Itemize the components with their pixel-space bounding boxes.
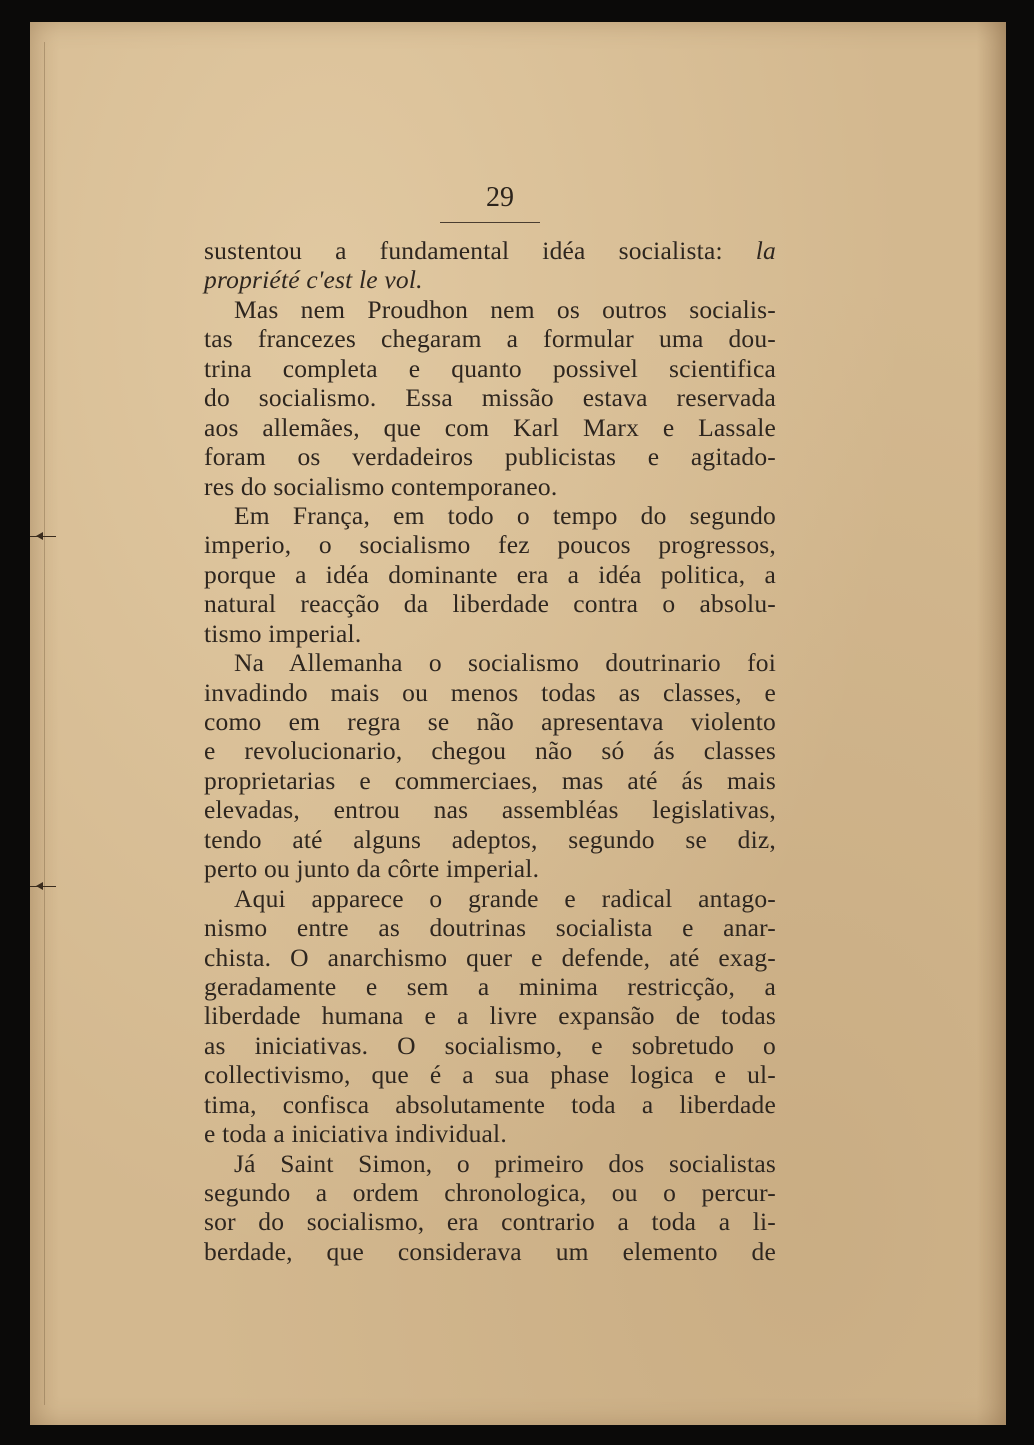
text-line	[204, 854, 776, 883]
text-run: trina completa e quanto possivel scientifica	[204, 353, 776, 383]
text-run: como em regra se não apresentava violento	[204, 707, 776, 736]
text-line	[204, 413, 776, 442]
text-line	[204, 236, 776, 265]
text-line	[204, 530, 776, 559]
text-line	[204, 913, 776, 942]
text-line	[204, 1119, 776, 1148]
text-line	[204, 1207, 776, 1236]
text-line	[204, 972, 776, 1001]
text-line	[204, 1237, 776, 1266]
text-run: Aqui apparece o grande e radical antago-	[234, 883, 776, 913]
text-run: invadindo mais ou menos todas as classes, e	[204, 677, 776, 707]
text-line	[204, 619, 776, 648]
text-run: imperio, o socialismo fez poucos progressos,	[204, 530, 776, 560]
text-run: e revolucionario, chegou não só ás classes	[204, 736, 776, 766]
text-line	[204, 825, 776, 854]
text-run: nismo entre as doutrinas socialista e anar-	[204, 913, 776, 943]
text-line	[204, 795, 776, 824]
text-run: e toda a iniciativa individual.	[204, 1119, 507, 1149]
text-run: collectivismo, que é a sua phase logica e ul-	[204, 1060, 776, 1090]
text-line	[204, 678, 776, 707]
text-line	[204, 1149, 776, 1178]
text-run: proprietarias e commerciaes, mas até ás mais	[204, 765, 776, 795]
text-line	[204, 324, 776, 353]
text-line	[204, 442, 776, 471]
text-run: tima, confisca absolutamente toda a liberdade	[204, 1089, 776, 1119]
margin-arrow-mark	[30, 536, 56, 537]
text-run: Em França, em todo o tempo do segundo	[234, 500, 776, 530]
text-line	[204, 1090, 776, 1119]
text-line	[204, 501, 776, 530]
text-run: natural reacção da liberdade contra o absolu-	[204, 589, 776, 619]
text-line	[204, 736, 776, 765]
text-line	[204, 766, 776, 795]
text-line	[204, 472, 776, 501]
italic-text: propriété c'est le vol.	[204, 265, 423, 295]
text-run: Na Allemanha o socialismo doutrinario foi	[234, 648, 776, 678]
text-line	[204, 295, 776, 324]
text-line	[204, 560, 776, 589]
text-run: tendo até alguns adeptos, segundo se diz,	[204, 824, 776, 854]
book-page	[30, 22, 1006, 1425]
text-run: Já Saint Simon, o primeiro dos socialistas	[234, 1148, 776, 1178]
margin-arrow-mark	[30, 886, 56, 887]
text-run: berdade, que considerava um elemento de	[204, 1236, 776, 1266]
text-run: foram os verdadeiros publicistas e agitado-	[204, 442, 776, 472]
text-line	[204, 943, 776, 972]
text-run: as iniciativas. O socialismo, e sobretudo o	[204, 1030, 776, 1060]
text-line	[204, 1060, 776, 1089]
text-run: tas francezes chegaram a formular uma dou-	[204, 324, 776, 354]
text-line	[204, 1001, 776, 1030]
text-run: do socialismo. Essa missão estava reservada	[204, 383, 776, 413]
text-run: perto ou junto da côrte imperial.	[204, 854, 540, 884]
text-line	[204, 648, 776, 677]
text-run: tismo imperial.	[204, 618, 362, 648]
text-run: segundo a ordem chronologica, ou o percur-	[204, 1178, 776, 1207]
text-run: chista. O anarchismo quer e defende, até exag-	[204, 942, 776, 972]
text-run: sustentou a fundamental idéa socialista:	[204, 236, 756, 265]
text-run: liberdade humana e a livre expansão de todas	[204, 1001, 776, 1031]
page-number-rule	[440, 222, 540, 223]
text-line	[204, 1031, 776, 1060]
text-run: geradamente e sem a minima restricção, a	[204, 971, 776, 1001]
text-line	[204, 383, 776, 412]
text-run: sor do socialismo, era contrario a toda a li-	[204, 1207, 776, 1237]
text-run: Mas nem Proudhon nem os outros socialis-	[234, 294, 776, 324]
binding-gutter	[44, 42, 45, 1405]
body-text	[204, 236, 776, 1266]
text-line	[204, 265, 776, 294]
text-run: porque a idéa dominante era a idéa politica, a	[204, 559, 776, 589]
text-run: elevadas, entrou nas assembléas legislativas,	[204, 795, 776, 825]
text-line	[204, 884, 776, 913]
text-run: res do socialismo contemporaneo.	[204, 471, 558, 501]
text-line	[204, 1178, 776, 1207]
text-line	[204, 589, 776, 618]
text-run: aos allemães, que com Karl Marx e Lassale	[204, 412, 776, 442]
italic-text: la	[755, 236, 776, 265]
page-number: 29	[486, 182, 514, 213]
text-line	[204, 354, 776, 383]
text-line	[204, 707, 776, 736]
